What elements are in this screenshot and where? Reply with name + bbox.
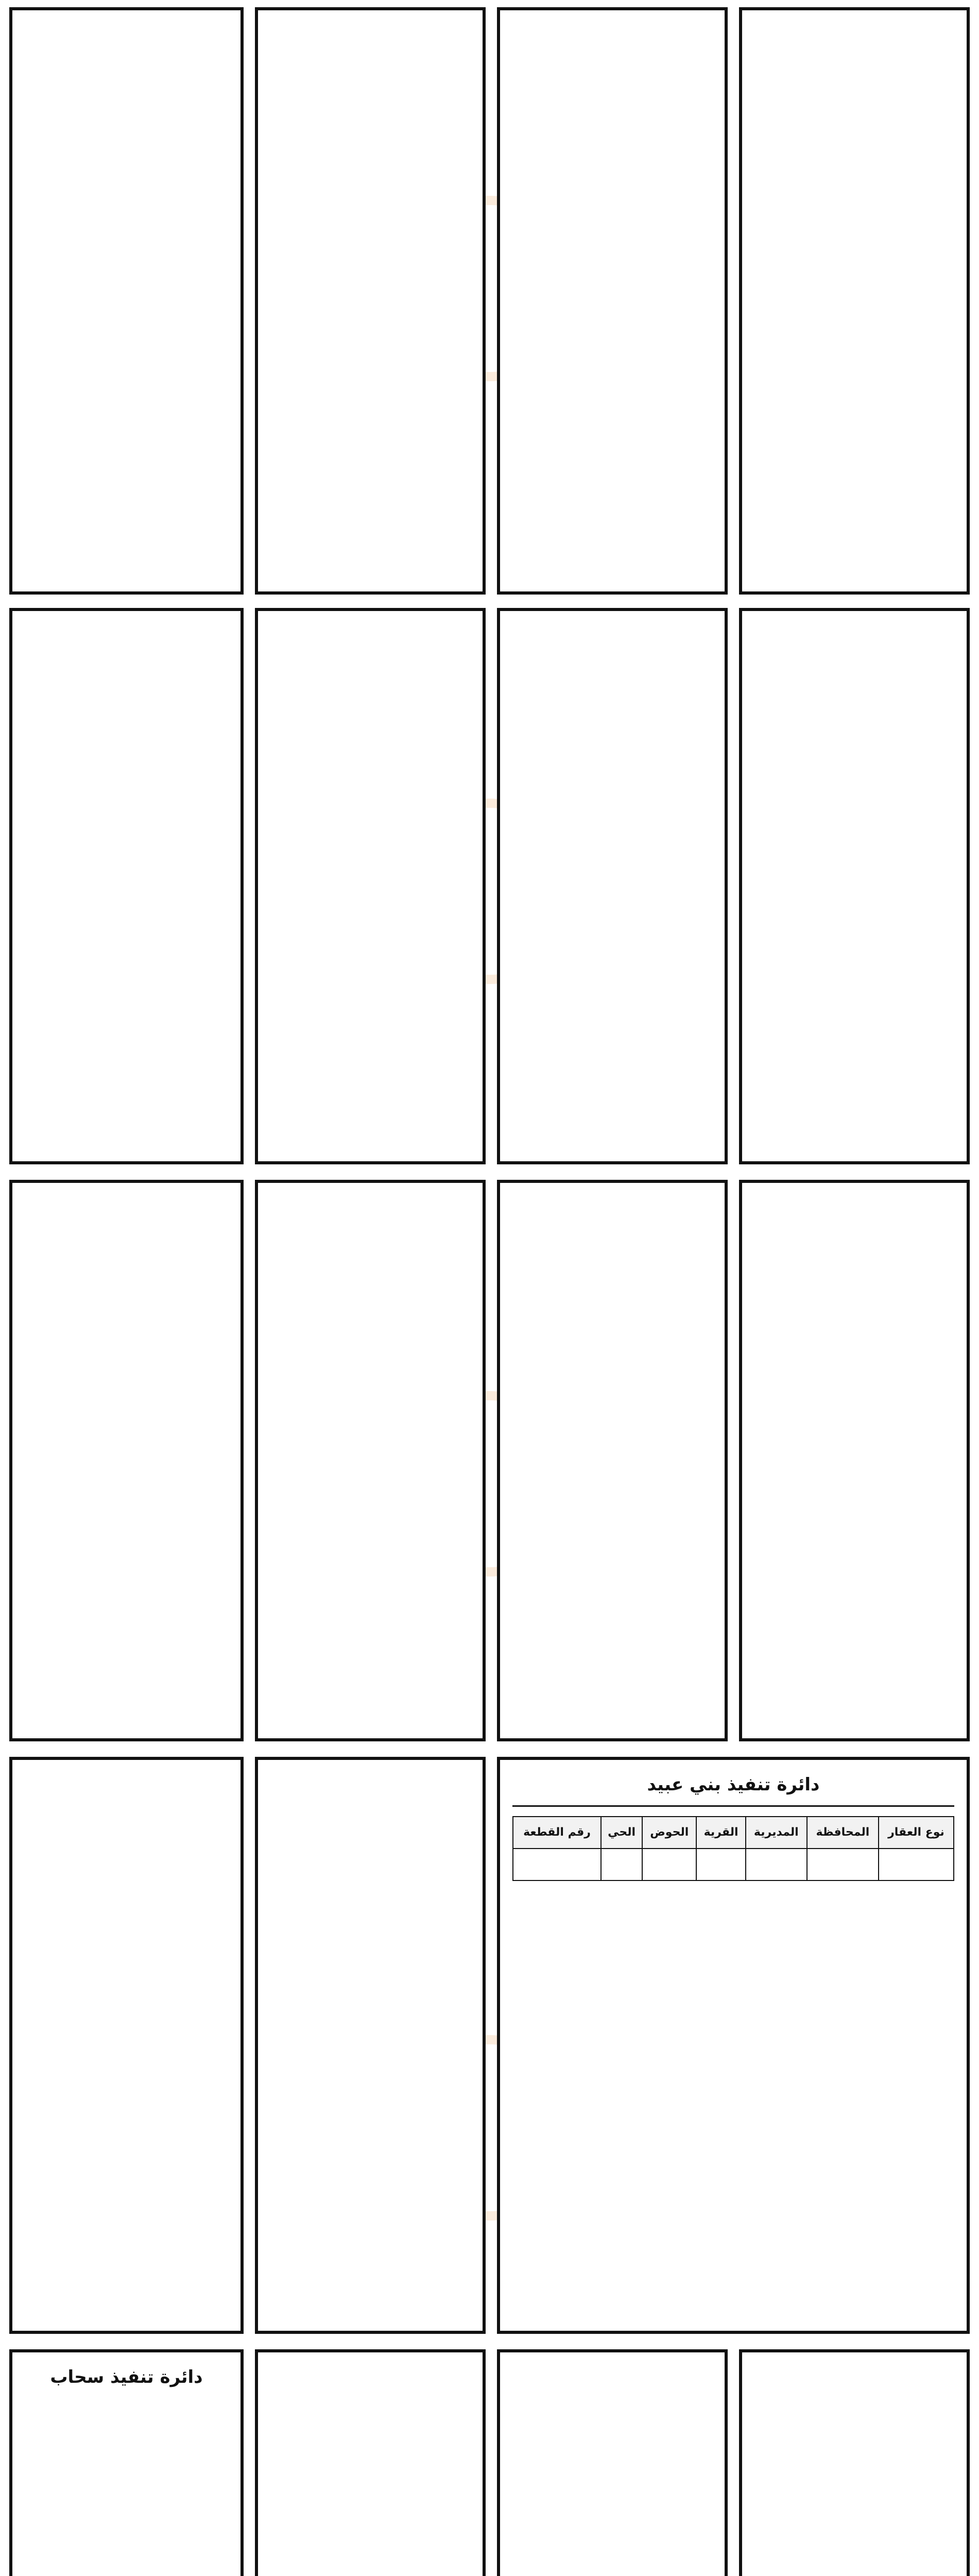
table-header-cell: القرية [696, 1817, 746, 1849]
table-cell [879, 1849, 954, 1880]
property-table [512, 1816, 954, 1881]
notice-r4c2 [9, 1757, 244, 2334]
notice-r3c2 [497, 1180, 728, 1741]
notice-r2c1 [739, 608, 970, 1164]
notice-r2c3 [255, 608, 486, 1164]
notice-title: دائرة تنفيذ بني عبيد [647, 1774, 820, 1795]
divider [512, 1805, 954, 1807]
notice-r3c4 [9, 1180, 244, 1741]
table-header-cell: نوع العقار [879, 1817, 954, 1849]
notice-r5c3 [255, 2349, 486, 2576]
notice-r1c2 [497, 7, 728, 595]
table-cell [696, 1849, 746, 1880]
notice-r3c3 [255, 1180, 486, 1741]
notice-r5c4 [9, 2349, 244, 2576]
table-header-row [513, 1817, 954, 1849]
notice-r1c1 [739, 7, 970, 595]
notice-r4c1 [255, 1757, 486, 2334]
notice-r5c2 [497, 2349, 728, 2576]
table-cell [601, 1849, 642, 1880]
notice-r4wide [497, 1757, 970, 2334]
table-cell [513, 1849, 601, 1880]
table-row [513, 1849, 954, 1880]
notice-r2c4 [9, 608, 244, 1164]
notice-r1c4 [9, 7, 244, 595]
table-cell [807, 1849, 879, 1880]
table-header-cell: المحافظة [807, 1817, 879, 1849]
table-header-cell: الحوض [642, 1817, 696, 1849]
notice-r3c1 [739, 1180, 970, 1741]
table-cell [642, 1849, 696, 1880]
table-header-cell: المديرية [746, 1817, 807, 1849]
table-header-cell: الحي [601, 1817, 642, 1849]
table-cell [746, 1849, 807, 1880]
notice-r5c1 [739, 2349, 970, 2576]
table-header-cell: رقم القطعة [513, 1817, 601, 1849]
notice-r1c3 [255, 7, 486, 595]
notice-title: دائرة تنفيذ سحاب [50, 2367, 203, 2387]
notice-r2c2 [497, 608, 728, 1164]
